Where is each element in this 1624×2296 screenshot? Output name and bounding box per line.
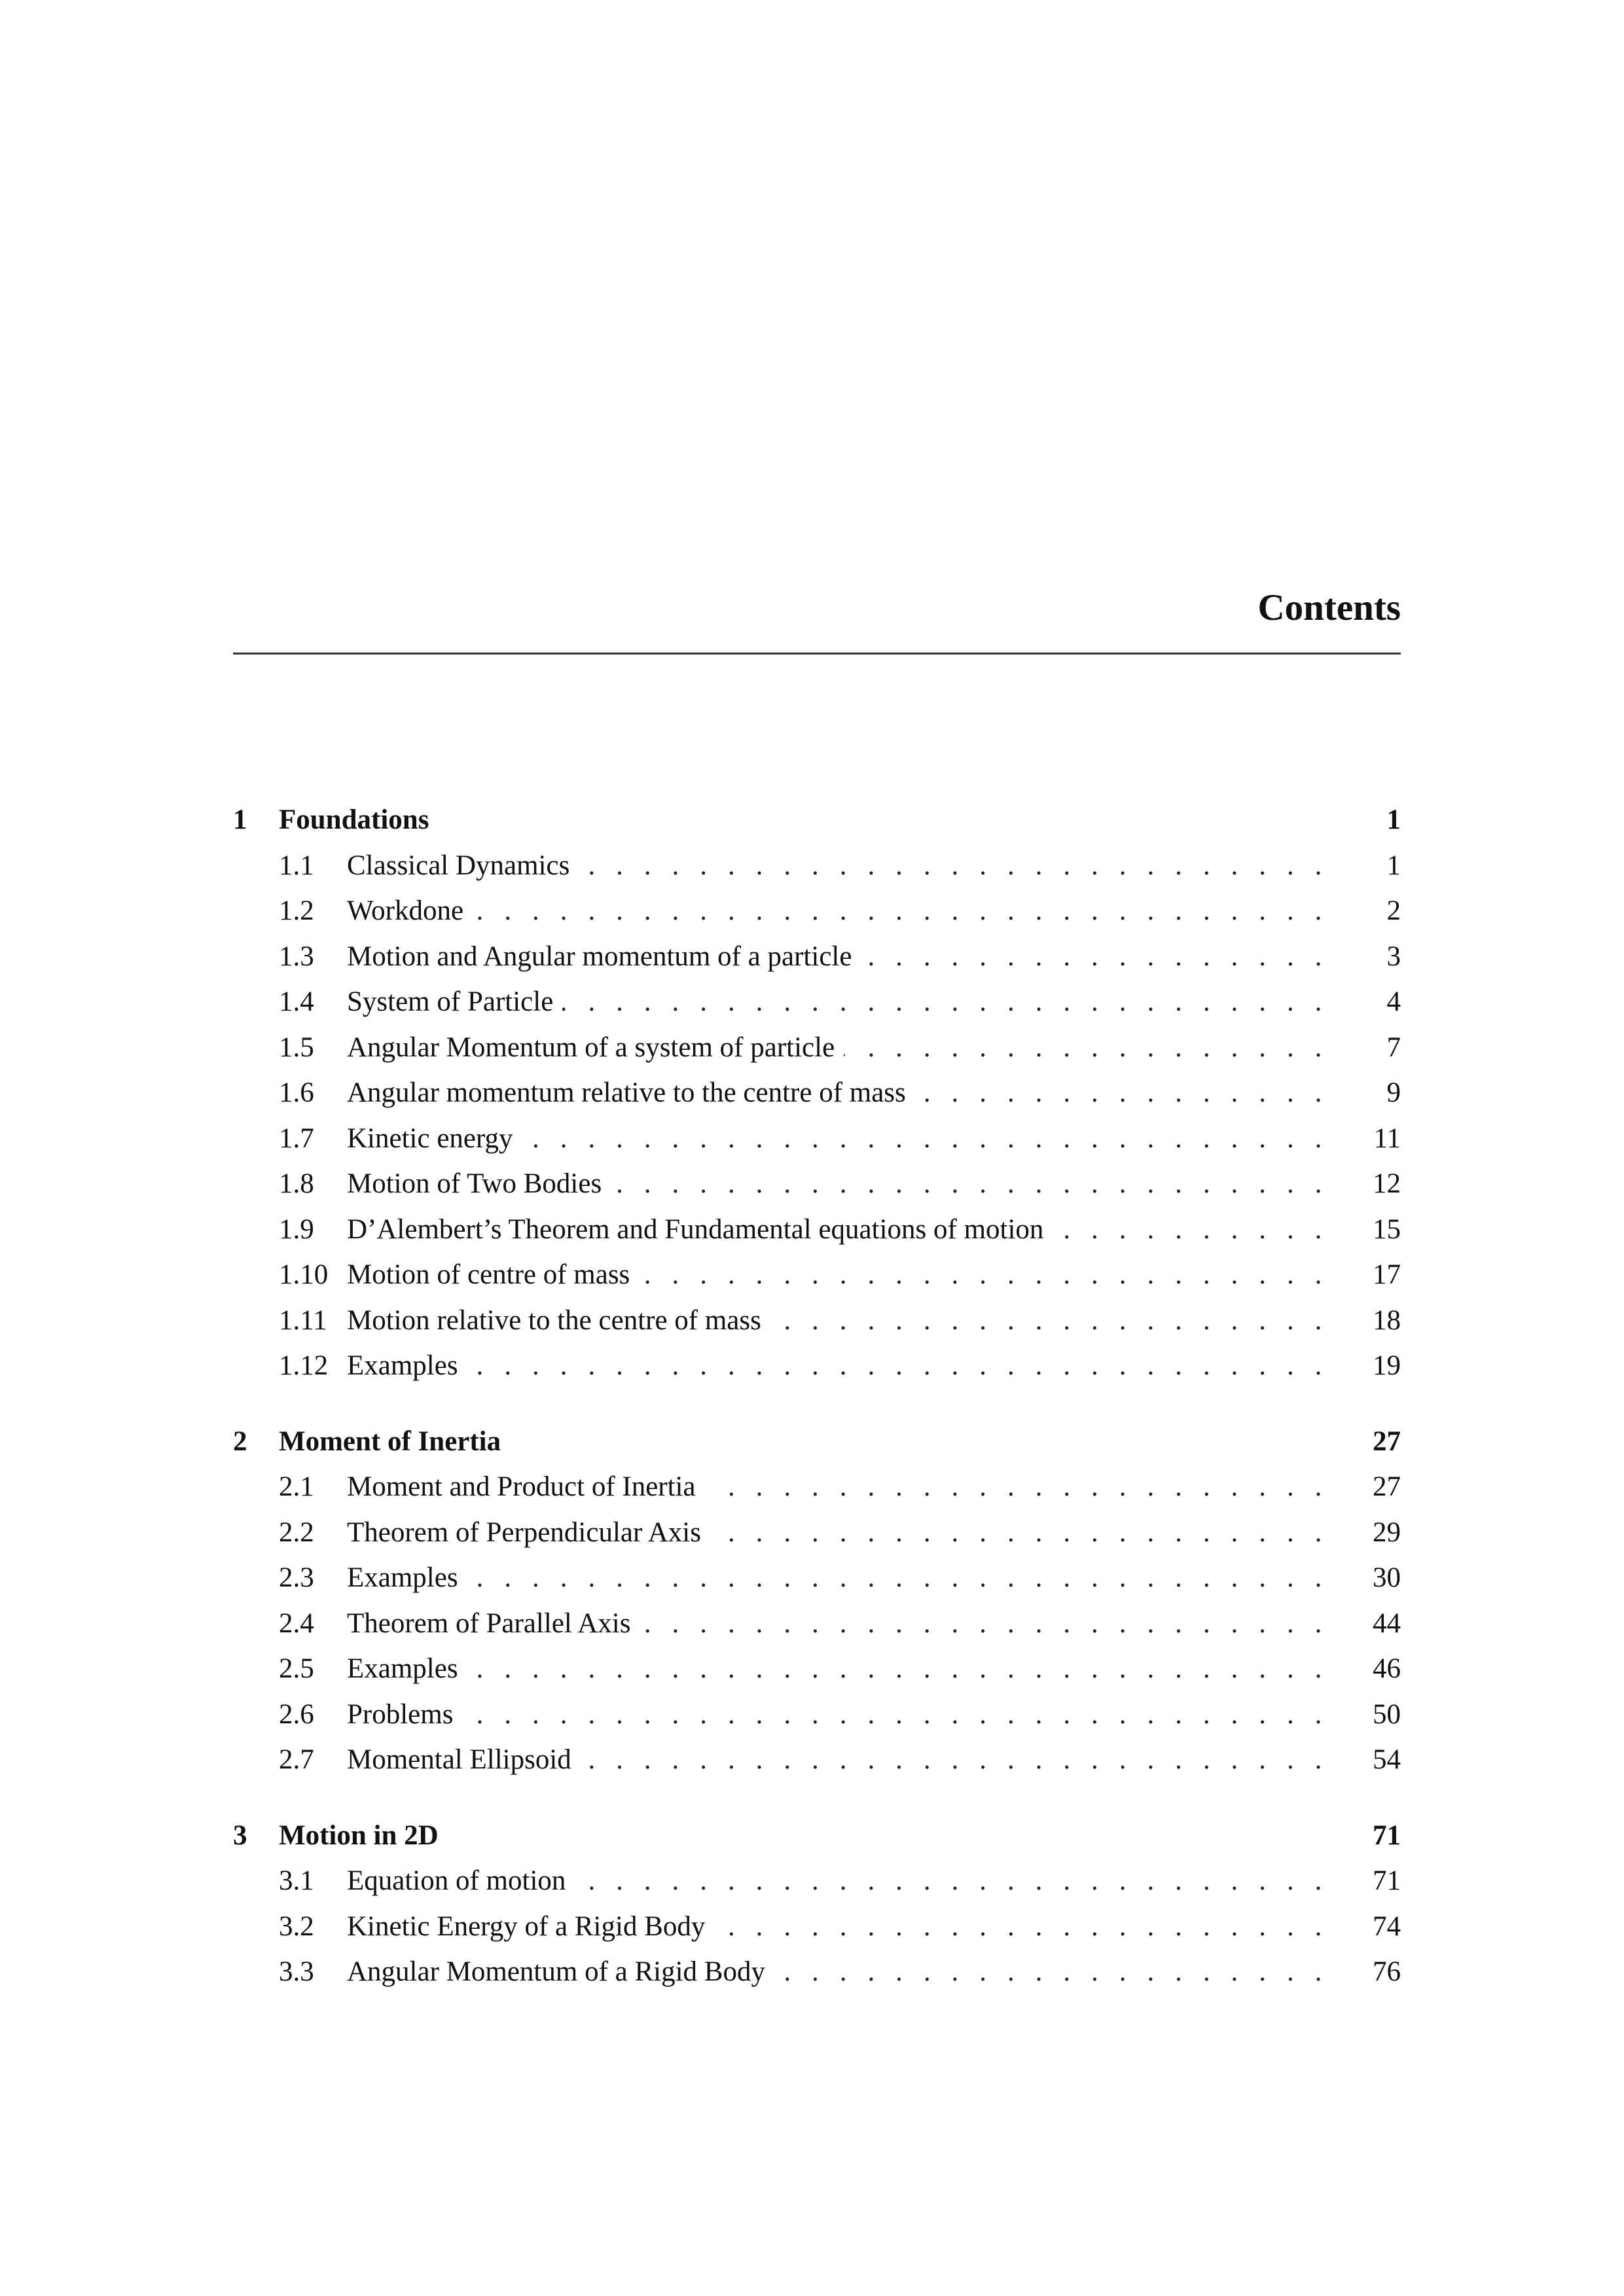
chapter-title: Motion in 2D [279,1820,439,1851]
section-number: 1.10 [279,1259,329,1290]
section-page-number: 15 [1373,1213,1401,1245]
section-page-number: 76 [1373,1956,1401,1987]
section-title: Problems [347,1698,454,1730]
section-title: Motion of centre of mass [347,1259,630,1290]
chapter-number: 2 [233,1426,247,1457]
dot-leader [581,1737,1329,1783]
page-title: Contents [1257,587,1401,628]
section-title: Momental Ellipsoid [347,1744,571,1775]
section-number: 3.1 [279,1865,314,1896]
section-page-number: 1 [1386,850,1401,881]
section-number: 2.4 [279,1607,314,1639]
dot-leader [915,1070,1329,1116]
dot-leader [861,934,1329,980]
section-number: 1.5 [279,1031,314,1063]
chapter-title: Moment of Inertia [279,1426,501,1457]
chapter-number: 3 [233,1820,247,1851]
section-number: 1.9 [279,1213,314,1245]
section-page-number: 12 [1373,1168,1401,1199]
chapter-heading[interactable] [233,1813,1401,1859]
section-title: Kinetic energy [347,1122,513,1154]
section-page-number: 44 [1373,1607,1401,1639]
section-page-number: 30 [1373,1562,1401,1593]
section-title: Motion of Two Bodies [347,1168,602,1199]
section-number: 3.3 [279,1956,314,1987]
toc-entry[interactable] [233,888,1401,934]
chapter-page-number: 71 [1373,1820,1401,1851]
section-title: Kinetic Energy of a Rigid Body [347,1910,706,1942]
toc-entry[interactable] [233,1555,1401,1601]
section-page-number: 71 [1373,1865,1401,1896]
dot-leader [522,1116,1329,1162]
toc-entry[interactable] [233,1858,1401,1904]
section-page-number: 46 [1373,1653,1401,1684]
chapter-title: Foundations [279,804,429,835]
section-page-number: 18 [1373,1304,1401,1336]
section-number: 1.11 [279,1304,327,1336]
section-title: Angular momentum relative to the centre of mass [347,1077,906,1108]
section-page-number: 54 [1373,1744,1401,1775]
section-number: 2.7 [279,1744,314,1775]
section-page-number: 4 [1386,986,1401,1017]
toc-entry[interactable] [233,1464,1401,1510]
chapter-page-number: 1 [1386,804,1401,835]
section-page-number: 7 [1386,1031,1401,1063]
table-of-contents [233,797,1401,2025]
section-number: 2.5 [279,1653,314,1684]
dot-leader [774,1949,1329,1995]
toc-entry[interactable] [233,1070,1401,1116]
toc-entry[interactable] [233,1904,1401,1950]
section-page-number: 11 [1373,1122,1401,1154]
dot-leader [579,843,1329,889]
toc-entry[interactable] [233,843,1401,889]
dot-leader [467,1555,1329,1601]
section-page-number: 9 [1386,1077,1401,1108]
section-title: Workdone [347,895,464,926]
dot-leader [770,1298,1329,1344]
section-number: 2.6 [279,1698,314,1730]
section-title: Theorem of Parallel Axis [347,1607,631,1639]
toc-entry[interactable] [233,1161,1401,1207]
section-page-number: 27 [1373,1471,1401,1502]
dot-leader [575,1858,1329,1904]
toc-entry[interactable] [233,1646,1401,1692]
dot-leader [705,1464,1329,1510]
section-number: 1.6 [279,1077,314,1108]
toc-entry[interactable] [233,934,1401,980]
section-number: 1.8 [279,1168,314,1199]
section-page-number: 2 [1386,895,1401,926]
section-number: 1.12 [279,1350,329,1381]
section-number: 3.2 [279,1910,314,1942]
dot-leader [844,1025,1329,1071]
toc-entry[interactable] [233,1737,1401,1783]
dot-leader [462,1692,1329,1738]
section-title: D’Alembert’s Theorem and Fundamental equations of motion [347,1213,1044,1245]
section-number: 1.3 [279,941,314,972]
page-header [233,589,1401,655]
section-title: Motion and Angular momentum of a particle [347,941,852,972]
toc-entry[interactable] [233,979,1401,1025]
section-title: Examples [347,1562,458,1593]
section-title: Examples [347,1350,458,1381]
section-number: 2.3 [279,1562,314,1593]
toc-entry[interactable] [233,1601,1401,1647]
dot-leader [714,1904,1329,1950]
chapter-2 [233,1419,1401,1783]
toc-entry[interactable] [233,1510,1401,1556]
chapter-1 [233,797,1401,1389]
section-title: System of Particle [347,986,554,1017]
section-number: 1.1 [279,850,314,881]
section-page-number: 17 [1373,1259,1401,1290]
toc-entry[interactable] [233,1692,1401,1738]
toc-entry[interactable] [233,1116,1401,1162]
section-title: Motion relative to the centre of mass [347,1304,761,1336]
section-number: 1.2 [279,895,314,926]
section-page-number: 3 [1386,941,1401,972]
section-title: Theorem of Perpendicular Axis [347,1516,701,1548]
dot-leader [611,1161,1329,1207]
title-rule [233,653,1401,655]
section-page-number: 50 [1373,1698,1401,1730]
dot-leader [467,1646,1329,1692]
section-number: 2.1 [279,1471,314,1502]
section-page-number: 19 [1373,1350,1401,1381]
section-number: 2.2 [279,1516,314,1548]
toc-entry[interactable] [233,1949,1401,1995]
chapter-3 [233,1813,1401,1995]
section-title: Classical Dynamics [347,850,570,881]
section-title: Examples [347,1653,458,1684]
section-title: Angular Momentum of a system of particle [347,1031,835,1063]
section-page-number: 29 [1373,1516,1401,1548]
section-page-number: 74 [1373,1910,1401,1942]
chapter-page-number: 27 [1373,1426,1401,1457]
dot-leader [562,979,1329,1025]
toc-entry[interactable] [233,1298,1401,1344]
chapter-heading[interactable] [233,797,1401,843]
toc-entry[interactable] [233,1343,1401,1389]
section-title: Equation of motion [347,1865,566,1896]
toc-entry[interactable] [233,1025,1401,1071]
chapter-number: 1 [233,804,247,835]
dot-leader [1053,1207,1329,1253]
section-title: Moment and Product of Inertia [347,1471,696,1502]
section-number: 1.4 [279,986,314,1017]
toc-entry[interactable] [233,1252,1401,1298]
dot-leader [639,1252,1329,1298]
dot-leader [640,1601,1329,1647]
dot-leader [710,1510,1329,1556]
dot-leader [467,1343,1329,1389]
section-number: 1.7 [279,1122,314,1154]
section-title: Angular Momentum of a Rigid Body [347,1956,765,1987]
chapter-heading[interactable] [233,1419,1401,1465]
toc-entry[interactable] [233,1207,1401,1253]
dot-leader [473,888,1329,934]
